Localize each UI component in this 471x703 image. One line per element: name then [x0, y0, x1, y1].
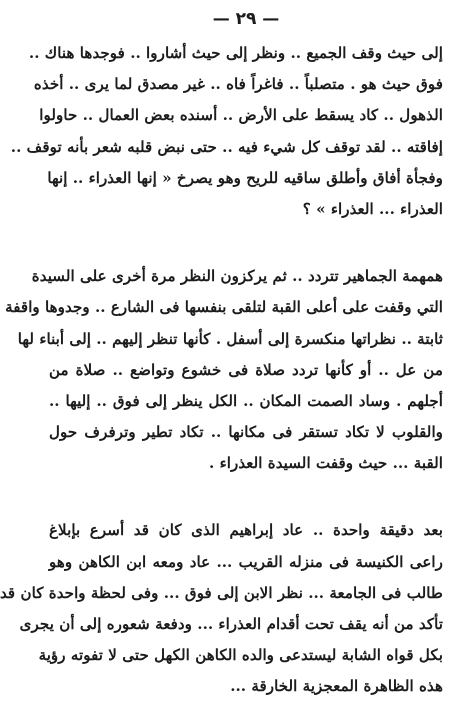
- text-line: طالب فى الجامعة ... نظر الابن إلى فوق ... وفى لحظة واحدة كان قد: [0, 583, 443, 602]
- text-line: إفاقته .. لقد توقف كل شيء فيه .. حتى نبض قلبه شعر بأنه توقف ..: [10, 137, 443, 156]
- text-line: همهمة الجماهير تتردد .. ثم يركزون النظر مرة أخرى على السيدة: [31, 267, 443, 286]
- text-line: راعى الكنيسة فى منزله القريب ... عاد ومعه ابن الكاهن وهو: [49, 552, 443, 571]
- text-line: القبة ... حيث وقفت السيدة العذراء .: [209, 454, 443, 473]
- text-line: العذراء ... العذراء » ؟: [302, 199, 443, 218]
- text-line: بكل قواه الشابة ليستدعى والده الكاهن الكهل حتى لا تفوته رؤية: [38, 646, 443, 665]
- text-line: هذه الظاهرة المعجزية الخارقة ...: [230, 677, 443, 696]
- text-line: بعد دقيقة واحدة .. عاد إبراهيم الذى كان قد أسرع بإبلاغ: [49, 521, 443, 540]
- text-line: وفجأة أفاق وأطلق ساقيه للريح وهو يصرخ « إنها العذراء .. إنها: [47, 168, 443, 187]
- text-line: الذهول .. كاد يسقط على الأرض .. أسنده بعض العمال .. حاولوا: [39, 106, 443, 125]
- paragraph-3: [0, 515, 443, 702]
- paragraph-spacer: [49, 479, 443, 515]
- text-line: إلى حيث وقف الجميع .. ونظر إلى حيث أشاروا .. فوجدها هناك ..: [28, 44, 443, 62]
- page-number: — ٢٩ —: [212, 9, 280, 29]
- text-line: التي وقفت على أعلى القبة لتلقى بنفسها فى الشارع .. وجدوها واقفة: [5, 298, 443, 317]
- text-line: أجلهم . وساد الصمت المكان .. الكل ينظر إلى فوق .. إليها ..: [49, 391, 443, 410]
- text-line: فوق حيث هو . متصلباً .. فاغراً فاه .. غير مصدق لما يرى .. أخذه: [33, 75, 443, 94]
- text-line: والقلوب لا تكاد تستقر فى مكانها .. تكاد تطير وترفرف حول: [49, 423, 443, 442]
- paragraph-2: [5, 261, 443, 479]
- paragraph-spacer: [49, 225, 443, 261]
- text-line: تأكد من أنه يقف تحت أقدام العذراء ... ودفعة شعوره إلى أن يجرى: [19, 615, 443, 633]
- text-line: ثابتة .. نظراتها منكسرة إلى أسفل . كأنها تنظر إليهم .. إلى أبناء لها: [17, 329, 443, 348]
- text-line: من عل .. أو كأنها تردد صلاة فى خشوع وتواضع .. صلاة من: [49, 360, 443, 379]
- paragraph-1: [10, 38, 443, 225]
